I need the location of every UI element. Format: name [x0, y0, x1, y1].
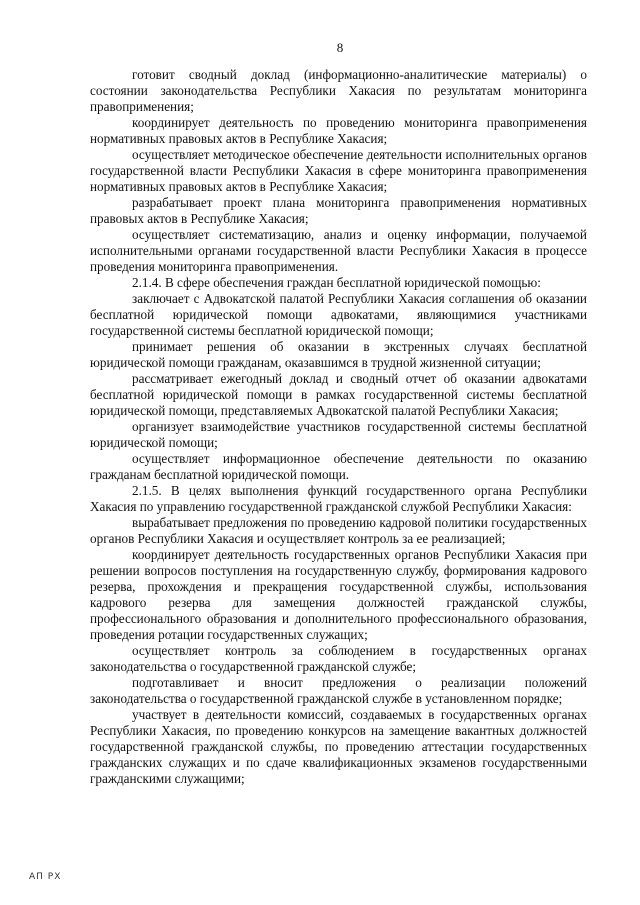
- paragraph-personnel-policy: вырабатывает предложения по проведению кадровой политики государственных органов Республики Хакасия и осуществляет контроль за ее реализацией;: [90, 515, 587, 546]
- page-number: 8: [336, 40, 344, 55]
- document-body: [90, 67, 587, 787]
- paragraph-monitoring-plan: разрабатывает проект плана мониторинга правоприменения нормативных правовых актов в Республике Хакасия;: [90, 195, 587, 226]
- paragraph-emergency-legal-aid: принимает решения об оказании в экстренных случаях бесплатной юридической помощи гражданам, оказавшимся в трудной жизненной ситуации;: [90, 339, 587, 370]
- section-heading-2-1-4: 2.1.4. В сфере обеспечения граждан бесплатной юридической помощью:: [132, 275, 541, 290]
- paragraph-systematization: осуществляет систематизацию, анализ и оценку информации, получаемой исполнительными органами государственной власти Республики Хакасия в процессе проведения мониторинга правоприменения.: [90, 227, 587, 274]
- paragraph-report-preparation: готовит сводный доклад (информационно-аналитические материалы) о состоянии законодательства Республики Хакасия по результатам мониторинга правоприменения;: [90, 67, 587, 114]
- paragraph-commissions-participation: участвует в деятельности комиссий, создаваемых в государственных органах Республики Хакасия, по проведению конкурсов на замещение вакантных должностей государственной гражданской службы, по проведению аттестации государственных гражданских служащих и по сдаче квалификационных экзаменов государственными гражданскими служащими;: [90, 707, 587, 786]
- paragraph-legal-aid-agreements: заключает с Адвокатской палатой Республики Хакасия соглашения об оказании бесплатной юридической помощи адвокатами, являющимися участниками государственной системы бесплатной юридической помощи;: [90, 291, 587, 338]
- paragraph-annual-report-review: рассматривает ежегодный доклад и сводный отчет об оказании адвокатами бесплатной юридической помощи в рамках государственной системы бесплатной юридической помощи, представляемых Адвокатской палатой Республики Хакасия;: [90, 371, 587, 418]
- footer-code: АП РХ: [29, 872, 62, 882]
- paragraph-methodological-support: осуществляет методическое обеспечение деятельности исполнительных органов государственной власти Республики Хакасия в сфере мониторинга правоприменения нормативных правовых актов в Республике Хакасия;: [90, 147, 587, 194]
- paragraph-compliance-control: осуществляет контроль за соблюдением в государственных органах законодательства о государственной гражданской службе;: [90, 643, 587, 674]
- section-heading-2-1-5: 2.1.5. В целях выполнения функций государственного органа Республики Хакасия по управлению государственной гражданской службой Республики Хакасия:: [90, 483, 587, 514]
- paragraph-information-support: осуществляет информационное обеспечение деятельности по оказанию гражданам бесплатной юридической помощи.: [90, 451, 587, 482]
- paragraph-legislative-proposals: подготавливает и вносит предложения о реализации положений законодательства о государственной гражданской службе в установленном порядке;: [90, 675, 587, 706]
- paragraph-coordinate-monitoring: координирует деятельность по проведению мониторинга правоприменения нормативных правовых актов в Республике Хакасия;: [90, 115, 587, 146]
- paragraph-coordinate-civil-service: координирует деятельность государственных органов Республики Хакасия при решении вопросов поступления на государственную службу, формирования кадрового резерва, прохождения и прекращения государственной службы, использования кадрового резерва для замещения должностей гражданской службы, профессионального образования и дополнительного профессионального образования, проведения ротации государственных служащих;: [90, 547, 587, 642]
- paragraph-organize-interaction: организует взаимодействие участников государственной системы бесплатной юридической помощи;: [90, 419, 587, 450]
